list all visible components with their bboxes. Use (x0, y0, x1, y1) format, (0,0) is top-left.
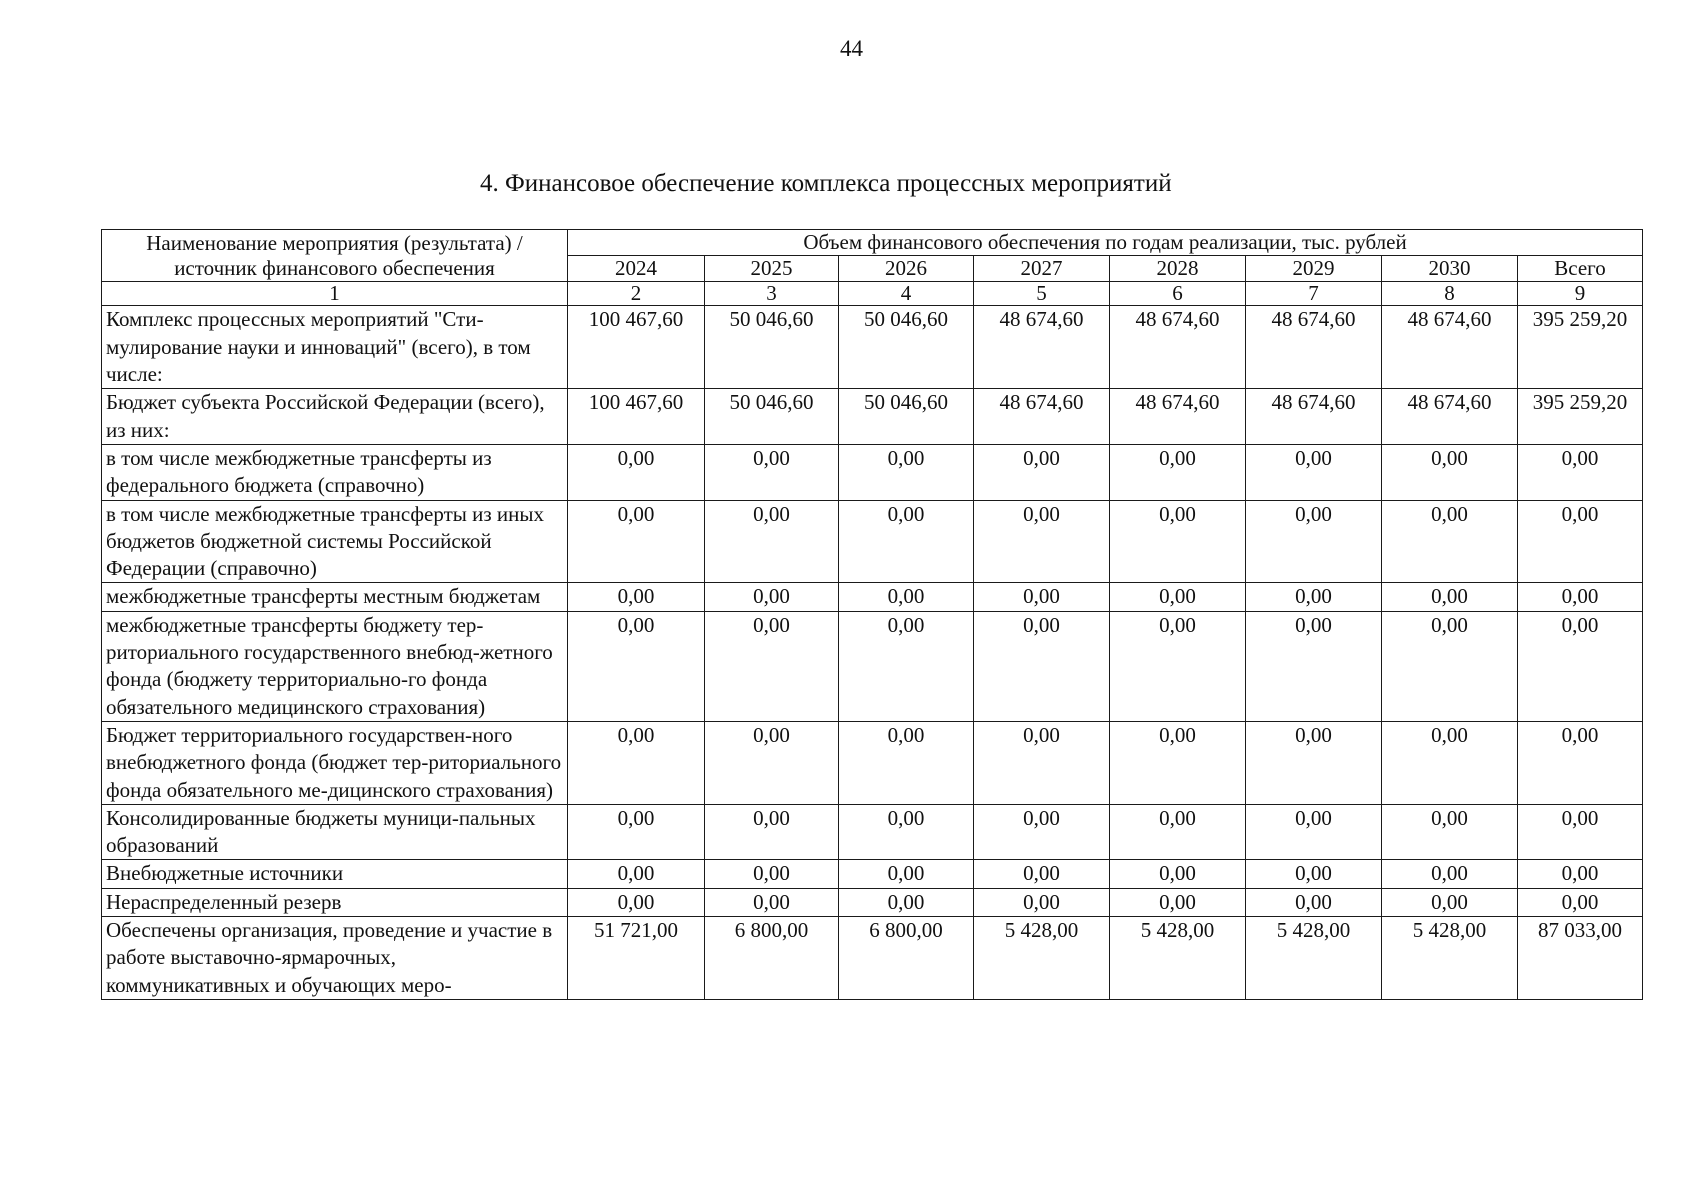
value-cell: 0,00 (1382, 611, 1518, 721)
row-name: межбюджетные трансферты местным бюджетам (102, 583, 568, 611)
value-cell: 0,00 (1518, 888, 1643, 916)
table-row (102, 721, 1643, 804)
value-cell: 0,00 (839, 721, 974, 804)
value-cell: 0,00 (1110, 611, 1246, 721)
column-number: 4 (839, 282, 974, 306)
value-cell: 0,00 (705, 860, 839, 888)
value-cell: 0,00 (974, 804, 1110, 860)
value-cell: 0,00 (1110, 444, 1246, 500)
value-cell: 0,00 (1110, 583, 1246, 611)
year-column-header: 2030 (1382, 256, 1518, 282)
value-cell: 0,00 (839, 888, 974, 916)
value-cell: 48 674,60 (1246, 389, 1382, 445)
value-cell: 0,00 (705, 888, 839, 916)
row-name: межбюджетные трансферты бюджету тер-риториального государственного внебюд-жетного фонда (бюджету территориально-го фонда обязательного медицинского страхования) (102, 611, 568, 721)
value-cell: 0,00 (1382, 583, 1518, 611)
value-cell: 0,00 (1110, 804, 1246, 860)
value-cell: 0,00 (974, 721, 1110, 804)
value-cell: 0,00 (705, 721, 839, 804)
value-cell: 0,00 (568, 611, 705, 721)
table-row (102, 389, 1643, 445)
column-number: 9 (1518, 282, 1643, 306)
year-column-header: 2028 (1110, 256, 1246, 282)
value-cell: 0,00 (974, 583, 1110, 611)
section-title: 4. Финансовое обеспечение комплекса процессных мероприятий (480, 170, 1172, 197)
value-cell: 51 721,00 (568, 917, 705, 1000)
table-row (102, 444, 1643, 500)
value-cell: 48 674,60 (974, 306, 1110, 389)
value-cell: 87 033,00 (1518, 917, 1643, 1000)
value-cell: 0,00 (1518, 583, 1643, 611)
table-row (102, 583, 1643, 611)
table-row (102, 860, 1643, 888)
table-row (102, 804, 1643, 860)
column-number: 1 (102, 282, 568, 306)
value-cell: 395 259,20 (1518, 306, 1643, 389)
column-number: 3 (705, 282, 839, 306)
value-cell: 0,00 (839, 583, 974, 611)
column-number: 5 (974, 282, 1110, 306)
table-row (102, 611, 1643, 721)
value-cell: 48 674,60 (1382, 389, 1518, 445)
column-number: 6 (1110, 282, 1246, 306)
value-cell: 6 800,00 (705, 917, 839, 1000)
table-row (102, 500, 1643, 583)
year-column-header: 2029 (1246, 256, 1382, 282)
value-cell: 0,00 (568, 888, 705, 916)
row-name: в том числе межбюджетные трансферты из федерального бюджета (справочно) (102, 444, 568, 500)
value-cell: 5 428,00 (1382, 917, 1518, 1000)
table-row (102, 888, 1643, 916)
value-cell: 0,00 (1110, 500, 1246, 583)
value-cell: 0,00 (1518, 444, 1643, 500)
value-cell: 0,00 (1246, 804, 1382, 860)
value-cell: 50 046,60 (839, 389, 974, 445)
value-cell: 0,00 (705, 611, 839, 721)
value-cell: 48 674,60 (1110, 306, 1246, 389)
value-cell: 0,00 (1110, 888, 1246, 916)
page-number: 44 (840, 36, 863, 61)
table-row (102, 917, 1643, 1000)
value-cell: 0,00 (568, 583, 705, 611)
year-column-header: Всего (1518, 256, 1643, 282)
value-cell: 0,00 (974, 860, 1110, 888)
row-name: Бюджет территориального государствен-ного внебюджетного фонда (бюджет тер-риториального фонда обязательного ме-дицинского страхования) (102, 721, 568, 804)
row-name: Комплекс процессных мероприятий "Сти-мулирование науки и инноваций" (всего), в том числе: (102, 306, 568, 389)
value-cell: 5 428,00 (1246, 917, 1382, 1000)
value-cell: 0,00 (1518, 721, 1643, 804)
value-cell: 0,00 (568, 804, 705, 860)
value-cell: 0,00 (839, 444, 974, 500)
value-cell: 0,00 (1246, 611, 1382, 721)
value-cell: 50 046,60 (705, 306, 839, 389)
volume-header: Объем финансового обеспечения по годам реализации, тыс. рублей (568, 230, 1643, 256)
value-cell: 0,00 (1246, 888, 1382, 916)
value-cell: 100 467,60 (568, 306, 705, 389)
value-cell: 0,00 (974, 611, 1110, 721)
value-cell: 0,00 (839, 611, 974, 721)
value-cell: 5 428,00 (1110, 917, 1246, 1000)
year-column-header: 2025 (705, 256, 839, 282)
value-cell: 0,00 (839, 804, 974, 860)
value-cell: 0,00 (1246, 444, 1382, 500)
value-cell: 0,00 (1246, 721, 1382, 804)
name-column-header: Наименование мероприятия (результата) / источник финансового обеспечения (102, 230, 568, 282)
value-cell: 0,00 (839, 500, 974, 583)
value-cell: 0,00 (1246, 583, 1382, 611)
value-cell: 0,00 (1246, 860, 1382, 888)
row-name: в том числе межбюджетные трансферты из иных бюджетов бюджетной системы Российской Федерации (справочно) (102, 500, 568, 583)
value-cell: 0,00 (974, 444, 1110, 500)
value-cell: 5 428,00 (974, 917, 1110, 1000)
value-cell: 48 674,60 (974, 389, 1110, 445)
column-number: 8 (1382, 282, 1518, 306)
value-cell: 0,00 (568, 500, 705, 583)
value-cell: 50 046,60 (839, 306, 974, 389)
row-name: Бюджет субъекта Российской Федерации (всего), из них: (102, 389, 568, 445)
value-cell: 0,00 (1382, 721, 1518, 804)
value-cell: 48 674,60 (1110, 389, 1246, 445)
value-cell: 48 674,60 (1246, 306, 1382, 389)
value-cell: 50 046,60 (705, 389, 839, 445)
value-cell: 0,00 (1382, 804, 1518, 860)
value-cell: 0,00 (705, 500, 839, 583)
table-row (102, 306, 1643, 389)
value-cell: 0,00 (705, 804, 839, 860)
row-name: Консолидированные бюджеты муници-пальных образований (102, 804, 568, 860)
value-cell: 0,00 (568, 721, 705, 804)
financing-table (101, 229, 1643, 1000)
value-cell: 0,00 (1110, 860, 1246, 888)
value-cell: 0,00 (1110, 721, 1246, 804)
row-name: Нераспределенный резерв (102, 888, 568, 916)
value-cell: 0,00 (1382, 500, 1518, 583)
row-name: Внебюджетные источники (102, 860, 568, 888)
value-cell: 0,00 (839, 860, 974, 888)
value-cell: 0,00 (1518, 500, 1643, 583)
row-name: Обеспечены организация, проведение и участие в работе выставочно-ярмарочных, коммуникативных и обучающих меро- (102, 917, 568, 1000)
value-cell: 0,00 (1382, 888, 1518, 916)
value-cell: 0,00 (705, 583, 839, 611)
value-cell: 0,00 (705, 444, 839, 500)
value-cell: 0,00 (1246, 500, 1382, 583)
year-column-header: 2024 (568, 256, 705, 282)
value-cell: 0,00 (568, 860, 705, 888)
value-cell: 0,00 (974, 500, 1110, 583)
value-cell: 0,00 (1518, 804, 1643, 860)
value-cell: 0,00 (1382, 860, 1518, 888)
value-cell: 0,00 (974, 888, 1110, 916)
value-cell: 0,00 (568, 444, 705, 500)
value-cell: 100 467,60 (568, 389, 705, 445)
column-number: 2 (568, 282, 705, 306)
value-cell: 0,00 (1382, 444, 1518, 500)
year-column-header: 2027 (974, 256, 1110, 282)
value-cell: 0,00 (1518, 611, 1643, 721)
value-cell: 48 674,60 (1382, 306, 1518, 389)
value-cell: 6 800,00 (839, 917, 974, 1000)
column-number: 7 (1246, 282, 1382, 306)
year-column-header: 2026 (839, 256, 974, 282)
value-cell: 395 259,20 (1518, 389, 1643, 445)
value-cell: 0,00 (1518, 860, 1643, 888)
